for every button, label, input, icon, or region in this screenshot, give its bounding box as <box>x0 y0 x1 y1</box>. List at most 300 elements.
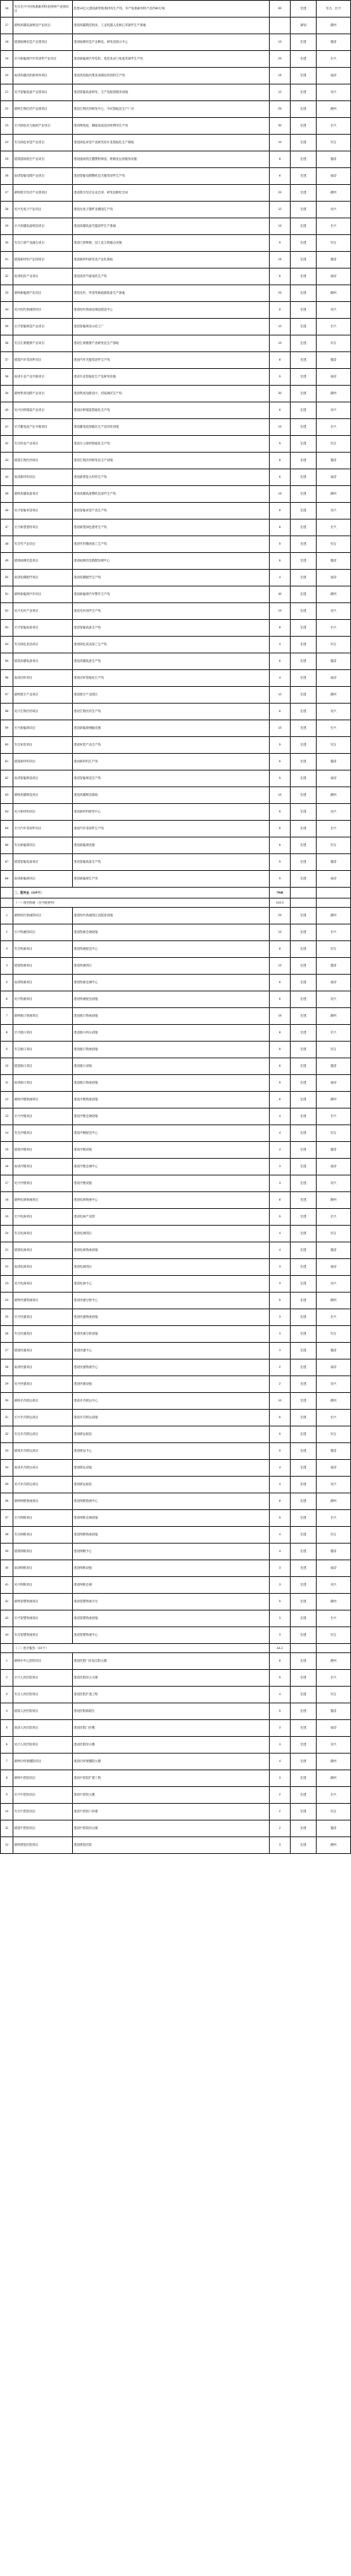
project-name-cell: 安吉生命健康产业项目 <box>13 335 73 352</box>
region-cell: 安吉 <box>317 1042 351 1058</box>
investment-cell: 12 <box>270 202 291 218</box>
region-cell: 湖州 <box>317 586 351 603</box>
investment-cell: 6 <box>270 402 291 419</box>
table-row <box>1 1042 351 1058</box>
investment-cell: 3 <box>270 1737 291 1754</box>
region-cell: 长兴 <box>317 1410 351 1426</box>
table-row <box>1 1653 351 1670</box>
row-number-cell: 65 <box>1 821 13 837</box>
project-status-cell: 在建 <box>291 958 317 975</box>
table-row <box>1 1393 351 1410</box>
project-status-cell: 在建 <box>291 1393 317 1410</box>
project-content-cell: 建设地理信息产业孵化、研发及展示中心 <box>73 34 270 51</box>
region-cell: 湖州 <box>317 1493 351 1510</box>
row-number-cell: 12 <box>1 1092 13 1109</box>
table-row <box>1 1109 351 1125</box>
project-status-cell: 在建 <box>291 202 317 218</box>
table-row <box>1 1703 351 1720</box>
row-number-cell <box>1 888 13 899</box>
table-row <box>1 1426 351 1443</box>
project-name-cell: 德清新材料产业园项目 <box>13 252 73 269</box>
project-name-cell: 安吉白茶产业融合项目 <box>13 235 73 252</box>
row-number-cell: 1 <box>1 1653 13 1670</box>
project-status-cell: 在建 <box>291 1544 317 1560</box>
project-name-cell: 南浔电梯配件项目 <box>13 570 73 586</box>
project-content-cell: 建设智能制造示范工厂 <box>73 319 270 335</box>
table-row <box>1 637 351 653</box>
investment-cell: 8 <box>270 1493 291 1510</box>
project-content-cell: 建设智能装备生产线 <box>73 854 270 871</box>
project-status-cell: 在建 <box>291 787 317 804</box>
project-status-cell: 在建 <box>291 1594 317 1611</box>
region-cell: 湖州 <box>317 285 351 302</box>
region-cell: 安吉 <box>317 536 351 553</box>
project-content-cell: 建设木业智能化生产及研发设施 <box>73 369 270 386</box>
project-content-cell: 建设电商物流中心 <box>73 1192 270 1209</box>
row-number-cell: 37 <box>1 1510 13 1527</box>
region-cell: 湖州 <box>317 908 351 924</box>
project-status-cell: 在建 <box>291 68 317 85</box>
row-number-cell: 44 <box>1 469 13 486</box>
row-number-cell: 42 <box>1 1594 13 1611</box>
row-number-cell: 21 <box>1 85 13 101</box>
region-cell: 湖州 <box>317 486 351 503</box>
region-cell: 南浔 <box>317 771 351 787</box>
region-cell: 湖州 <box>317 1008 351 1025</box>
project-name-cell: 吴兴智能家居项目 <box>13 503 73 520</box>
region-cell: 南浔 <box>317 1560 351 1577</box>
table-row <box>1 1175 351 1192</box>
row-number-cell: 1 <box>1 908 13 924</box>
project-name-cell: 安吉绿色食品项目 <box>13 637 73 653</box>
region-cell: 南浔 <box>317 975 351 991</box>
region-cell: 长兴 <box>317 520 351 536</box>
table-row <box>1 1075 351 1092</box>
investment-cell: 4 <box>270 1142 291 1159</box>
region-cell: 湖州 <box>317 1594 351 1611</box>
row-number-cell: 48 <box>1 536 13 553</box>
investment-cell: 3 <box>270 1770 291 1787</box>
project-name-cell: 吴兴快递项目 <box>13 1376 73 1393</box>
project-name-cell: 南浔物流项目 <box>13 975 73 991</box>
investment-cell: 4 <box>270 1527 291 1544</box>
project-content-cell: 建设保税设施 <box>73 1560 270 1577</box>
project-status-cell: 在建 <box>291 620 317 637</box>
project-name-cell: 湖州高端制造项目 <box>13 787 73 804</box>
project-content-cell: 建设高端制造基地 <box>73 787 270 804</box>
project-status-cell: 在建 <box>291 1025 317 1042</box>
region-cell: 吴兴 <box>317 1175 351 1192</box>
investment-cell: 4 <box>270 637 291 653</box>
row-number-cell: 29 <box>1 218 13 235</box>
project-status-cell <box>291 1644 317 1653</box>
project-status-cell: 在建 <box>291 402 317 419</box>
region-cell: 湖州 <box>317 1837 351 1854</box>
table-row <box>1 1527 351 1544</box>
table-row <box>1 1443 351 1460</box>
project-name-cell: 南浔纺织项目 <box>13 670 73 687</box>
table-row <box>1 975 351 991</box>
project-name-cell: 吴兴保税项目 <box>13 1577 73 1594</box>
row-number-cell <box>1 899 13 908</box>
project-name-cell: 安吉绿色家居产业项目 <box>13 135 73 151</box>
project-content-cell: 建设智慧物流平台 <box>73 1594 270 1611</box>
project-name-cell: 长兴新型建材项目 <box>13 520 73 536</box>
investment-cell: 5 <box>270 1703 291 1720</box>
region-cell <box>317 888 351 899</box>
project-status-cell: 在建 <box>291 1687 317 1703</box>
project-name-cell: 德清快递项目 <box>13 1343 73 1360</box>
project-name-cell: 湖州数字经济产业园项目 <box>13 185 73 202</box>
region-cell: 湖州 <box>317 18 351 34</box>
project-name-cell: 德清物流项目 <box>13 958 73 975</box>
row-number-cell: 59 <box>1 720 13 737</box>
row-number-cell: 26 <box>1 1326 13 1343</box>
row-number-cell: 32 <box>1 269 13 285</box>
table-row <box>1 453 351 469</box>
table-row <box>1 941 351 958</box>
region-cell: 长兴 <box>317 1109 351 1125</box>
project-name-cell: 南浔木业产业升级项目 <box>13 369 73 386</box>
investment-cell: 44.2 <box>270 1644 291 1653</box>
project-content-cell: 建设纺织智能化生产线 <box>73 670 270 687</box>
project-name-cell: 长兴人民医院项目 <box>13 1670 73 1687</box>
row-number-cell: 5 <box>1 1720 13 1737</box>
table-row <box>1 1360 351 1376</box>
region-cell: 德清 <box>317 1142 351 1159</box>
investment-cell: 40 <box>270 586 291 603</box>
project-name-cell: 湖州市中心医院项目 <box>13 1653 73 1670</box>
table-row <box>1 1804 351 1821</box>
project-name-cell: 长兴多式联运项目 <box>13 1410 73 1426</box>
investment-cell: 30 <box>270 118 291 135</box>
investment-cell: 6 <box>270 469 291 486</box>
investment-cell: 5 <box>270 854 291 871</box>
project-name-cell: 湖州妇幼保健院项目 <box>13 1754 73 1770</box>
row-number-cell: 25 <box>1 151 13 168</box>
project-name-cell: 湖州智慧物流项目 <box>13 1594 73 1611</box>
row-number-cell: 58 <box>1 704 13 720</box>
investment-cell: 5 <box>270 1075 291 1092</box>
project-name-cell: 吴兴光电子产业项目 <box>13 202 73 218</box>
investment-cell: 15 <box>270 252 291 269</box>
project-name-cell: 南浔智能电梯产业项目 <box>13 168 73 185</box>
project-name-cell: 安吉快递项目 <box>13 1326 73 1343</box>
project-status-cell: 在建 <box>291 1192 317 1209</box>
row-number-cell: 42 <box>1 436 13 453</box>
region-cell: 安吉 <box>317 1687 351 1703</box>
table-row <box>1 1276 351 1293</box>
project-name-cell: 德清保税项目 <box>13 1544 73 1560</box>
table-row <box>1 34 351 51</box>
investment-cell: 6 <box>270 821 291 837</box>
table-row <box>1 536 351 553</box>
table-row <box>1 1259 351 1276</box>
project-name-cell: 安吉智慧物流项目 <box>13 1627 73 1644</box>
project-name-cell: 吴兴现代物流园项目 <box>13 302 73 319</box>
region-cell: 德清 <box>317 958 351 975</box>
project-name-cell: 湖州新能源汽车项目 <box>13 586 73 603</box>
table-row <box>1 68 351 85</box>
project-content-cell: 建设绿色食品加工生产线 <box>73 637 270 653</box>
investment-cell: 5 <box>270 1443 291 1460</box>
region-cell: 吴兴 <box>317 1276 351 1293</box>
table-row <box>1 168 351 185</box>
section-title-cell: （二）医疗服务（XX个） <box>13 1644 270 1653</box>
investment-cell: 5 <box>270 1293 291 1309</box>
table-row <box>1 285 351 302</box>
project-content-cell: 建设智慧物流设施 <box>73 1611 270 1627</box>
table-row <box>1 1754 351 1770</box>
project-status-cell: 在建 <box>291 586 317 603</box>
project-content-cell: 建设电商物流设施 <box>73 1242 270 1259</box>
row-number-cell: 14 <box>1 1125 13 1142</box>
project-content-cell: 建设新材料生产线 <box>73 754 270 771</box>
project-status-cell: 在建 <box>291 503 317 520</box>
project-name-cell: 安吉家居项目 <box>13 737 73 754</box>
table-row <box>1 101 351 118</box>
project-name-cell: 德清冷链项目 <box>13 1142 73 1159</box>
table-row <box>1 85 351 101</box>
project-content-cell: 建设联运枢纽 <box>73 1426 270 1443</box>
region-cell: 安吉 <box>317 737 351 754</box>
project-content-cell: 建设新能源储能设施 <box>73 720 270 737</box>
investment-cell: 5 <box>270 771 291 787</box>
project-status-cell: 在建 <box>291 1042 317 1058</box>
project-content-cell: 建设新能源设施 <box>73 837 270 854</box>
project-status-cell: 在建 <box>291 854 317 871</box>
project-status-cell: 在建 <box>291 1125 317 1142</box>
project-status-cell: 在建 <box>291 1376 317 1393</box>
project-content-cell: 建设电商中心 <box>73 1276 270 1293</box>
project-content-cell: 建设家居产品生产线 <box>73 737 270 754</box>
project-status-cell: 在建 <box>291 771 317 787</box>
project-name-cell: 德清多式联运项目 <box>13 1443 73 1460</box>
project-status-cell: 在建 <box>291 1426 317 1443</box>
region-cell: 德清 <box>317 1544 351 1560</box>
project-status-cell: 在建 <box>291 1770 317 1787</box>
project-content-cell: 建设集成电路设计、封装测试生产线 <box>73 386 270 402</box>
project-name-cell: 南浔保税项目 <box>13 1560 73 1577</box>
region-cell: 南浔 <box>317 369 351 386</box>
row-number-cell: 3 <box>1 1687 13 1703</box>
project-content-cell: 建设港口物流设施 <box>73 1075 270 1092</box>
project-name-cell: 长兴新能源汽车零部件产业项目 <box>13 51 73 68</box>
table-row <box>1 1309 351 1326</box>
project-name-cell: 湖州高端装备制造产业项目 <box>13 18 73 34</box>
investment-cell: 4 <box>270 1687 291 1703</box>
investment-cell: 12 <box>270 687 291 704</box>
investment-cell: 8 <box>270 302 291 319</box>
table-row <box>1 908 351 924</box>
project-content-cell: 建设港口设施 <box>73 1058 270 1075</box>
project-content-cell: 建设新型绿色建材生产线 <box>73 520 270 536</box>
project-status-cell: 在建 <box>291 436 317 453</box>
row-number-cell: 16 <box>1 1 13 18</box>
project-content-cell: 投资12亿元建设新型铝基材料生产线，年产铝基新材料产品约80万吨 <box>73 1 270 18</box>
region-cell: 长兴 <box>317 1510 351 1527</box>
table-row <box>1 269 351 285</box>
row-number-cell: 6 <box>1 1737 13 1754</box>
row-number-cell <box>1 1644 13 1653</box>
investment-cell: 4 <box>270 670 291 687</box>
row-number-cell: 47 <box>1 520 13 536</box>
project-status-cell: 在建 <box>291 804 317 821</box>
investment-cell: 3 <box>270 1837 291 1854</box>
project-name-cell: 长兴新能源项目 <box>13 720 73 737</box>
project-name-cell: 长兴物流园项目 <box>13 924 73 941</box>
project-name-cell: 长兴高端装备制造项目 <box>13 218 73 235</box>
project-name-cell: 长兴蓄电池产业升级项目 <box>13 419 73 436</box>
investment-cell: 3 <box>270 1326 291 1343</box>
table-row <box>1 503 351 520</box>
table-row <box>1 854 351 871</box>
investment-cell: 8 <box>270 941 291 958</box>
project-content-cell: 建设蓄电池智能化生产及回收设施 <box>73 419 270 436</box>
table-row <box>1 436 351 453</box>
investment-cell: 4 <box>270 1477 291 1493</box>
region-cell: 长兴 <box>317 1670 351 1687</box>
table-row <box>1 1737 351 1754</box>
project-content-cell: 建设医院门诊楼 <box>73 1720 270 1737</box>
project-status-cell: 在建 <box>291 720 317 737</box>
row-number-cell: 43 <box>1 453 13 469</box>
project-content-cell: 建设汽车关键零部件生产线 <box>73 352 270 369</box>
project-content-cell: 建设现代物流园区及配套设施 <box>73 908 270 924</box>
row-number-cell: 27 <box>1 185 13 202</box>
investment-cell: 3 <box>270 1309 291 1326</box>
project-content-cell: 建设新能源汽车整车生产线 <box>73 586 270 603</box>
project-status-cell: 在建 <box>291 1309 317 1326</box>
region-cell: 长兴 <box>317 1309 351 1326</box>
table-row <box>1 352 351 369</box>
investment-cell: 5 <box>270 235 291 252</box>
project-status-cell: 在建 <box>291 1259 317 1276</box>
investment-cell: 2 <box>270 1804 291 1821</box>
project-content-cell: 建设冷链配送中心 <box>73 1125 270 1142</box>
project-name-cell: 安吉中医院项目 <box>13 1804 73 1821</box>
project-content-cell: 建设纺织服装智能化生产线 <box>73 402 270 419</box>
project-status-cell: 在建 <box>291 185 317 202</box>
project-content-cell: 建设新型复合材料生产线 <box>73 469 270 486</box>
investment-cell: 3 <box>270 1159 291 1175</box>
project-name-cell: 德清生物医药项目 <box>13 453 73 469</box>
table-row <box>1 1821 351 1837</box>
project-status-cell: 在建 <box>291 269 317 285</box>
investment-cell: 5 <box>270 871 291 888</box>
row-number-cell: 8 <box>1 1770 13 1787</box>
project-status-cell: 在建 <box>291 553 317 570</box>
row-number-cell: 28 <box>1 202 13 218</box>
project-content-cell: 建设高端数控机床、工业机器人及核心零部件生产基地 <box>73 18 270 34</box>
row-number-cell: 20 <box>1 1226 13 1242</box>
region-cell: 湖州 <box>317 1754 351 1770</box>
project-status-cell: 在建 <box>291 1092 317 1109</box>
table-row <box>1 924 351 941</box>
row-number-cell: 49 <box>1 553 13 570</box>
project-status-cell: 在建 <box>291 168 317 185</box>
project-status-cell: 在建 <box>291 1293 317 1309</box>
project-status-cell: 谋划 <box>291 18 317 34</box>
region-cell: 吴兴 <box>317 202 351 218</box>
region-cell: 长兴 <box>317 51 351 68</box>
project-name-cell: 南浔电机产业项目 <box>13 269 73 285</box>
project-table-body <box>1 1 351 1854</box>
region-cell: 长兴 <box>317 419 351 436</box>
row-number-cell: 11 <box>1 1075 13 1092</box>
project-name-cell: 湖州中医院项目 <box>13 1770 73 1787</box>
project-content-cell: 建设医院新院区 <box>73 1703 270 1720</box>
project-content-cell: 建设多式联运中心 <box>73 1393 270 1410</box>
table-row <box>1 603 351 620</box>
investment-cell: 6 <box>270 653 291 670</box>
investment-cell: 5 <box>270 1594 291 1611</box>
region-cell: 吴兴 <box>317 603 351 620</box>
table-row <box>1 1025 351 1042</box>
investment-cell: 6 <box>270 837 291 854</box>
row-number-cell: 26 <box>1 168 13 185</box>
investment-cell: 4 <box>270 1125 291 1142</box>
project-name-cell: 吴兴多式联运项目 <box>13 1477 73 1493</box>
project-content-cell: 建设生物医药研发中心、中试基地及生产厂房 <box>73 101 270 118</box>
project-content-cell: 建设物流园区 <box>73 958 270 975</box>
row-number-cell: 34 <box>1 302 13 319</box>
investment-cell: 15 <box>270 68 291 85</box>
project-name-cell: 安吉物流项目 <box>13 941 73 958</box>
project-status-cell: 在建 <box>291 1058 317 1075</box>
project-content-cell: 建设汽车零部件生产线 <box>73 821 270 837</box>
table-row <box>1 670 351 687</box>
investment-cell: 8 <box>270 151 291 168</box>
region-cell: 湖州 <box>317 687 351 704</box>
project-status-cell: 在建 <box>291 218 317 235</box>
project-status-cell: 在建 <box>291 637 317 653</box>
project-content-cell: 建设竹材精深加工生产线 <box>73 536 270 553</box>
region-cell: 安吉 <box>317 235 351 252</box>
project-name-cell: 德清电商项目 <box>13 1242 73 1259</box>
region-cell: 南浔 <box>317 68 351 85</box>
project-status-cell: 在建 <box>291 1804 317 1821</box>
investment-cell: 3 <box>270 1577 291 1594</box>
row-number-cell: 5 <box>1 975 13 991</box>
row-number-cell: 55 <box>1 653 13 670</box>
project-name-cell: 德清地理信息项目 <box>13 553 73 570</box>
project-status-cell: 在建 <box>291 1477 317 1493</box>
project-status-cell <box>291 899 317 908</box>
project-status-cell: 在建 <box>291 352 317 369</box>
table-row <box>1 185 351 202</box>
row-number-cell: 46 <box>1 503 13 520</box>
project-content-cell: 建设智能制造生产线 <box>73 771 270 787</box>
project-name-cell: 吴兴新材料项目 <box>13 804 73 821</box>
project-name-cell: 吴兴电商项目 <box>13 1276 73 1293</box>
row-number-cell: 16 <box>1 1159 13 1175</box>
region-cell: 湖州 <box>317 1192 351 1209</box>
table-row <box>1 51 351 68</box>
table-row <box>1 520 351 536</box>
project-status-cell: 在建 <box>291 118 317 135</box>
project-content-cell: 建设智能装备研发、生产及配套服务设施 <box>73 85 270 101</box>
project-content-cell: 建设地理信息数据处理中心 <box>73 553 270 570</box>
investment-cell: 8 <box>270 620 291 637</box>
project-status-cell: 在建 <box>291 1737 317 1754</box>
investment-cell: 3 <box>270 1276 291 1293</box>
row-number-cell: 18 <box>1 1192 13 1209</box>
row-number-cell: 20 <box>1 68 13 85</box>
investment-cell: 8 <box>270 453 291 469</box>
project-status-cell: 在建 <box>291 285 317 302</box>
subsection-row <box>1 1644 351 1653</box>
